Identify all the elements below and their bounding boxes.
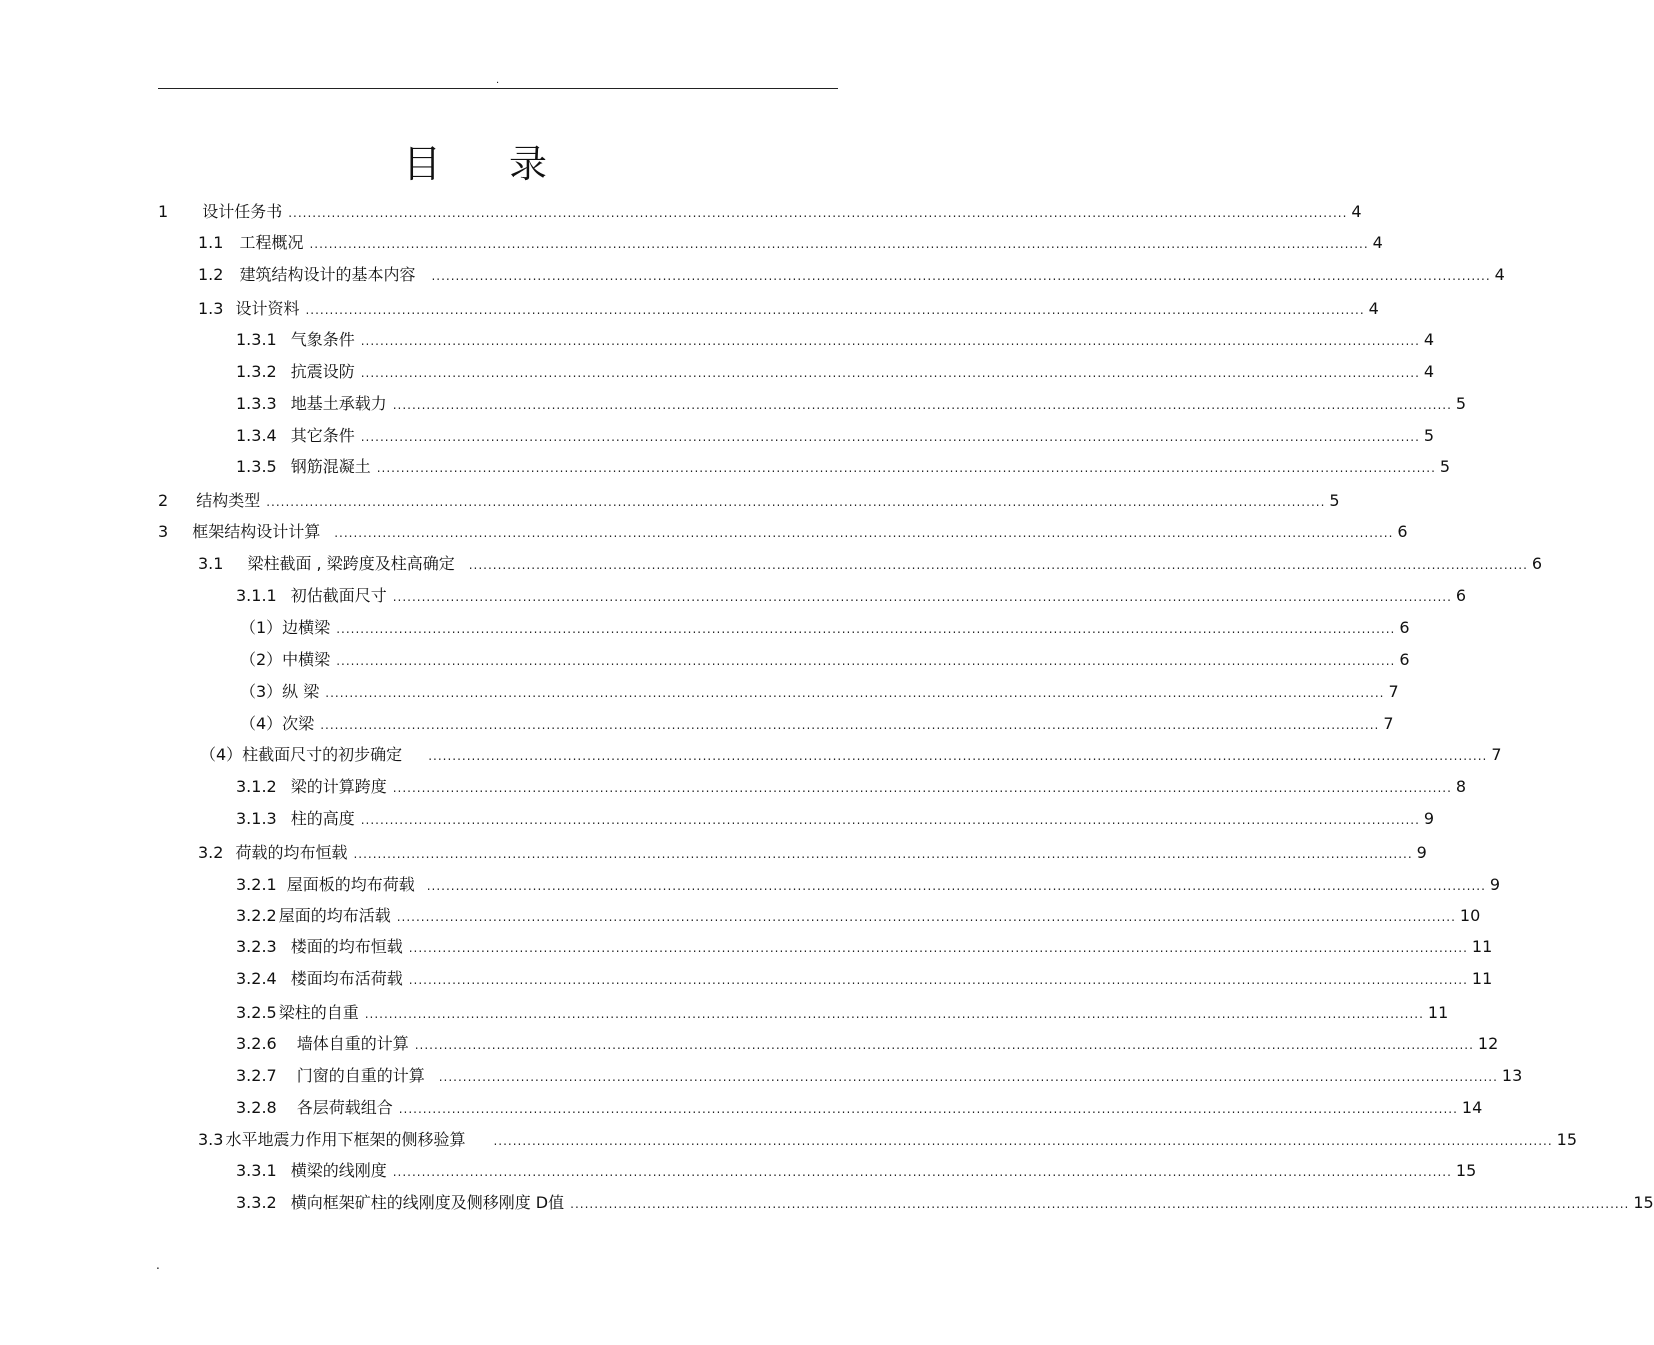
toc-leader-dots: ............................................................................................................................................................................................................................ [305,303,1365,317]
toc-entry-number: 1 [158,202,169,221]
toc-entry-number: 3.3.2 [236,1193,277,1212]
toc-entry [236,935,1493,957]
toc-entry-page: 4 [1423,330,1435,349]
toc-entry-page: 15 [1556,1130,1578,1149]
toc-entry [236,1191,1654,1213]
toc-entry-label: 楼面均布活荷载 [290,969,403,988]
toc-entry-number: 3.3 [198,1130,224,1149]
toc-entry-number: 3.2.2 [236,906,277,925]
toc-entry-label: 荷载的均布恒载 [235,843,348,862]
toc-entry [236,1032,1499,1054]
toc-entry [198,552,1543,574]
toc-entry [200,743,1502,765]
toc-entry-label: 设计资料 [235,299,300,318]
toc-entry [236,1159,1477,1181]
toc-entry-label: 各层荷载组合 [296,1098,393,1117]
toc-entry-page: 4 [1372,233,1383,252]
toc-entry-page: 6 [1399,618,1410,637]
toc-leader-dots: ............................................................................................................................................................................................................................ [336,622,1396,636]
toc-entry-page: 9 [1489,875,1501,894]
toc-entry-number: 3.3.1 [236,1161,277,1180]
toc-leader-dots: ............................................................................................................................................................................................................................ [392,1165,1452,1179]
toc-entry [198,841,1427,863]
toc-entry-number: 3.2.1 [236,875,277,894]
toc-entry-page: 5 [1329,491,1340,510]
toc-entry-label: 门窗的自重的计算 [296,1066,425,1085]
toc-entry [240,616,1410,638]
toc-leader-dots: ............................................................................................................................................................................................................................ [309,237,1369,251]
toc-entry-page: 7 [1388,682,1399,701]
toc-entry-number: 3.2.3 [236,937,277,956]
toc-entry-label: 楼面的均布恒载 [290,937,403,956]
toc-entry-label: （1）边横梁 [240,618,331,637]
toc-entry-label: 气象条件 [290,330,355,349]
toc-entry-label: 结构类型 [196,491,261,510]
toc-entry-label: 钢筋混凝土 [290,457,371,476]
toc-entry-page: 15 [1633,1193,1654,1212]
toc-entry-number: 1.3.1 [236,330,277,349]
toc-entry-number: 3.2.6 [236,1034,277,1053]
toc-entry-number: 3.1.3 [236,809,277,828]
toc-entry [236,360,1435,382]
toc-entry-label: 梁柱截面 , 梁跨度及柱高确定 [247,554,455,573]
toc-leader-dots: ............................................................................................................................................................................................................................ [392,398,1452,412]
toc-leader-dots: ............................................................................................................................................................................................................................ [468,558,1528,572]
toc-entry [198,1128,1578,1150]
toc-entry-number: 3.2.5 [236,1003,277,1022]
toc-leader-dots: ............................................................................................................................................................................................................................ [428,749,1488,763]
toc-leader-dots: ............................................................................................................................................................................................................................ [320,718,1380,732]
toc-entry-label: 工程概况 [239,233,304,252]
toc-entry-page: 4 [1423,362,1435,381]
toc-entry-page: 9 [1416,843,1427,862]
toc-entry [158,489,1340,511]
toc-leader-dots: ............................................................................................................................................................................................................................ [392,781,1452,795]
toc-entry-page: 9 [1423,809,1435,828]
toc-entry-page: 4 [1368,299,1379,318]
toc-entry [236,1001,1449,1023]
toc-leader-dots: ............................................................................................................................................................................................................................ [288,206,1348,220]
toc-entry-number: 3.1.1 [236,586,277,605]
toc-entry [240,712,1394,734]
toc-leader-dots: ............................................................................................................................................................................................................................ [360,366,1420,380]
toc-leader-dots: ............................................................................................................................................................................................................................ [376,461,1436,475]
toc-entry [240,648,1410,670]
toc-leader-dots: ............................................................................................................................................................................................................................ [426,879,1486,893]
toc-entry-label: 横梁的线刚度 [290,1161,387,1180]
toc-entry-page: 4 [1494,265,1505,284]
toc-entry [236,967,1493,989]
toc-entry [198,263,1505,285]
toc-entry-label: 水平地震力作用下框架的侧移验算 [225,1130,466,1149]
toc-entry-number: 3.2 [198,843,224,862]
toc-entry-page: 6 [1531,554,1543,573]
toc-entry-label: 屋面板的均布荷载 [286,875,415,894]
toc-entry-label: 抗震设防 [290,362,355,381]
toc-entry-page: 11 [1471,969,1493,988]
toc-entry-label: 屋面的均布活载 [278,906,391,925]
toc-entry-number: 3.2.7 [236,1066,277,1085]
toc-entry-number: 1.1 [198,233,224,252]
toc-entry-label: 建筑结构设计的基本内容 [239,265,416,284]
toc-entry [236,1096,1483,1118]
toc-leader-dots: ............................................................................................................................................................................................................................ [325,686,1385,700]
toc-leader-dots: ............................................................................................................................................................................................................................ [360,334,1420,348]
toc-leader-dots: ............................................................................................................................................................................................................................ [408,973,1468,987]
toc-entry-page: 10 [1459,906,1481,925]
toc-entry-page: 5 [1423,426,1435,445]
footer-mark: . [156,1258,160,1272]
toc-entry-page: 5 [1439,457,1451,476]
toc-entry-label: 设计任务书 [202,202,283,221]
toc-entry-page: 13 [1501,1066,1523,1085]
toc-leader-dots: ............................................................................................................................................................................................................................ [353,847,1413,861]
toc-entry-label: （4）次梁 [240,714,315,733]
toc-entry-number: 3.2.8 [236,1098,277,1117]
toc-entry [236,807,1435,829]
toc-entry-label: （3）纵 梁 [240,682,320,701]
toc-entry-number: 1.3.3 [236,394,277,413]
toc-leader-dots: ............................................................................................................................................................................................................................ [364,1007,1424,1021]
toc-entry-page: 6 [1399,650,1410,669]
toc-entry-label: 梁的计算跨度 [290,777,387,796]
toc-entry [158,520,1408,542]
toc-leader-dots: ............................................................................................................................................................................................................................ [266,495,1326,509]
toc-entry [236,775,1467,797]
toc-entry-label: （2）中横梁 [240,650,331,669]
toc-leader-dots: ............................................................................................................................................................................................................................ [431,269,1491,283]
toc-leader-dots: ............................................................................................................................................................................................................................ [414,1038,1474,1052]
toc-entry-number: 1.2 [198,265,224,284]
toc-entry-number: 2 [158,491,169,510]
toc-entry [236,904,1481,926]
toc-leader-dots: ............................................................................................................................................................................................................................ [392,590,1452,604]
header-rule [158,88,838,89]
toc-leader-dots: ............................................................................................................................................................................................................................ [408,941,1468,955]
toc-entry-number: 1.3 [198,299,224,318]
toc-entry-page: 11 [1471,937,1493,956]
toc-entry-page: 6 [1397,522,1408,541]
toc-entry [198,297,1379,319]
toc-entry-page: 4 [1351,202,1362,221]
toc-leader-dots: ............................................................................................................................................................................................................................ [493,1134,1553,1148]
toc-entry [236,1064,1523,1086]
toc-entry-page: 5 [1455,394,1467,413]
toc-title: 目 录 [402,142,576,186]
toc-leader-dots: ............................................................................................................................................................................................................................ [398,1102,1458,1116]
toc-entry-page: 11 [1427,1003,1449,1022]
toc-entry-label: 横向框架矿柱的线刚度及侧移刚度 D值 [290,1193,565,1212]
toc-entry [236,392,1467,414]
toc-leader-dots: ............................................................................................................................................................................................................................ [570,1197,1630,1211]
toc-entry-label: 柱的高度 [290,809,355,828]
toc-entry [158,200,1362,222]
toc-entry-number: 3.2.4 [236,969,277,988]
toc-entry-number: 1.3.2 [236,362,277,381]
toc-entry-page: 8 [1455,777,1467,796]
toc-entry-label: 墙体自重的计算 [296,1034,409,1053]
toc-leader-dots: ............................................................................................................................................................................................................................ [438,1070,1498,1084]
toc-entry-page: 12 [1477,1034,1499,1053]
toc-entry-page: 7 [1383,714,1394,733]
toc-entry-page: 15 [1455,1161,1477,1180]
toc-entry-number: 3.1 [198,554,224,573]
toc-entry [236,455,1451,477]
toc-entry [236,584,1467,606]
toc-entry-page: 7 [1491,745,1502,764]
toc-entry-page: 14 [1461,1098,1483,1117]
toc-entry [236,328,1435,350]
toc-entry-label: 地基土承载力 [290,394,387,413]
toc-entry [240,680,1399,702]
toc-entry-number: 3 [158,522,169,541]
toc-entry-number: 3.1.2 [236,777,277,796]
toc-entry-label: （4）柱截面尺寸的初步确定 [200,745,403,764]
toc-leader-dots: ............................................................................................................................................................................................................................ [336,654,1396,668]
toc-leader-dots: ............................................................................................................................................................................................................................ [360,430,1420,444]
toc-entry [236,424,1435,446]
toc-entry-label: 初估截面尺寸 [290,586,387,605]
toc-entry [198,231,1383,253]
toc-entry-label: 梁柱的自重 [278,1003,359,1022]
toc-leader-dots: ............................................................................................................................................................................................................................ [360,813,1420,827]
toc-entry-page: 6 [1455,586,1467,605]
toc-entry-label: 框架结构设计计算 [192,522,321,541]
toc-leader-dots: ............................................................................................................................................................................................................................ [396,910,1456,924]
toc-leader-dots: ............................................................................................................................................................................................................................ [334,526,1394,540]
toc-entry-number: 1.3.4 [236,426,277,445]
toc-entry-number: 1.3.5 [236,457,277,476]
header-mark: . [496,75,500,86]
toc-entry [236,873,1501,895]
toc-entry-label: 其它条件 [290,426,355,445]
